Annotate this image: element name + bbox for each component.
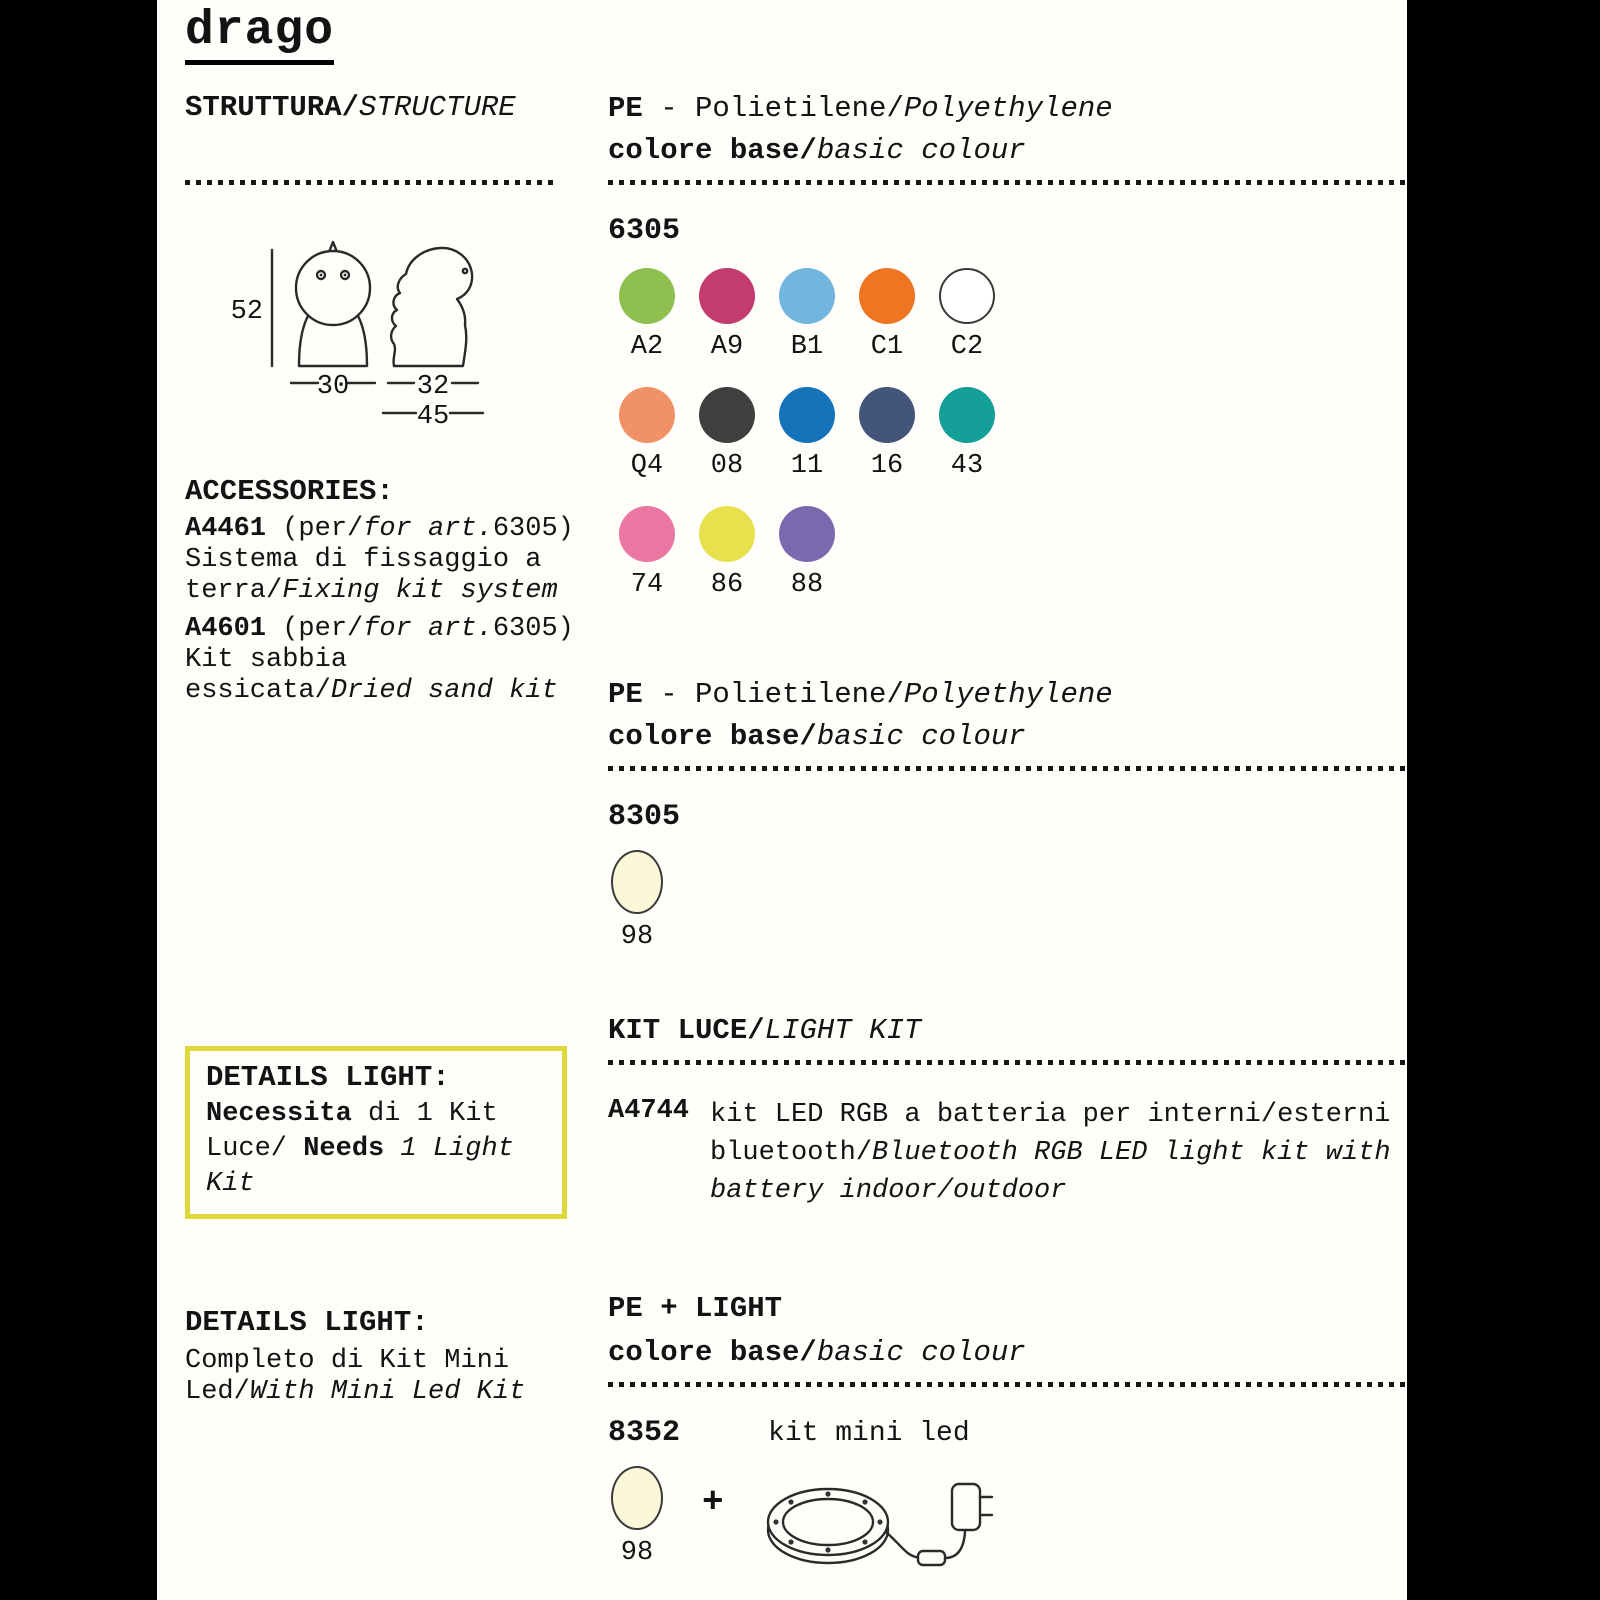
article-code-6305: 6305	[608, 214, 681, 248]
material-name-it: - Polietilene/	[642, 92, 904, 125]
colour-label-en: basic colour	[816, 720, 1026, 753]
swatch-label-11: 11	[790, 451, 824, 481]
colour-label-it: colore base/	[608, 134, 817, 167]
accessory-for-art: for art.	[363, 614, 493, 644]
accessory-art: 6305)	[492, 514, 574, 544]
accessory-desc-en: Dried sand kit	[330, 676, 558, 706]
color-swatch-08	[687, 387, 767, 481]
article-row-8352	[608, 1416, 970, 1450]
details-light-mini-heading: DETAILS LIGHT:	[185, 1306, 429, 1339]
details-needs-en-italic: 1 Light Kit	[206, 1134, 514, 1199]
details-light-box-text	[206, 1097, 546, 1202]
color-swatch-a2	[607, 268, 687, 362]
led-inline-switch	[918, 1551, 945, 1565]
details-light-box-heading: DETAILS LIGHT:	[206, 1061, 450, 1094]
details-light-mini-text	[185, 1346, 555, 1408]
right-black-bar	[1407, 0, 1600, 1600]
accessory-item-a4601	[185, 614, 585, 707]
dim-label-depth: 45	[416, 402, 450, 430]
swatch-label-c1: C1	[870, 332, 904, 362]
swatch-circle-a9	[699, 268, 755, 324]
structure-heading	[185, 93, 516, 123]
accessory-code: A4461	[185, 514, 267, 544]
swatch-circle-a2	[619, 268, 675, 324]
material-code: PE	[608, 678, 643, 711]
separator-dotted-8305	[608, 766, 1407, 771]
led-cable-2	[945, 1532, 965, 1558]
color-swatch-86	[687, 506, 767, 600]
structure-heading-it: STRUTTURA/	[185, 91, 360, 124]
kit-luce-heading-en: LIGHT KIT	[764, 1014, 922, 1047]
material-name-it: - Polietilene/	[642, 678, 904, 711]
swatch-row-2	[607, 387, 1007, 481]
swatch-row-3	[607, 506, 847, 600]
swatch-label-74: 74	[630, 570, 664, 600]
details-mini-desc-en: With Mini Led Kit	[249, 1377, 526, 1407]
accessory-for-art: for art.	[363, 514, 493, 544]
color-swatch-74	[607, 506, 687, 600]
swatch-circle-b1	[779, 268, 835, 324]
swatch-circle-c2	[939, 268, 995, 324]
light-kit-description	[710, 1096, 1407, 1210]
material-name-en: Polyethylene	[903, 92, 1113, 125]
swatch-circle-11	[779, 387, 835, 443]
details-mini-desc-it: Completo di Kit Mini Led/	[185, 1346, 510, 1407]
dim-label-front-width: 30	[316, 372, 350, 402]
plus-sign: +	[702, 1482, 724, 1523]
swatch-circle-16	[859, 387, 915, 443]
accessory-code: A4601	[185, 614, 267, 644]
led-kit-drawing	[762, 1468, 994, 1576]
swatch-circle-74	[619, 506, 675, 562]
color-swatch-c1	[847, 268, 927, 362]
dim-label-height: 52	[230, 297, 263, 327]
color-swatch-q4	[607, 387, 687, 481]
swatch-label-16: 16	[870, 451, 904, 481]
swatch-label-43: 43	[950, 451, 984, 481]
dim-label-side-width: 32	[416, 372, 450, 402]
swatch-label-08: 08	[710, 451, 744, 481]
swatch-row-1	[607, 268, 1007, 362]
details-needs-en-bold: Needs	[303, 1134, 385, 1164]
material-code: PE	[608, 92, 643, 125]
swatch-circle-98	[611, 1466, 663, 1530]
article-code-8305: 8305	[608, 800, 681, 834]
accessory-art: 6305)	[492, 614, 574, 644]
accessory-desc-it: Kit sabbia essicata/	[185, 645, 348, 706]
front-view-eye-right-pupil	[344, 274, 347, 277]
light-kit-desc-it: kit LED RGB a batteria per interni/esterni bluetooth/	[710, 1100, 1391, 1168]
pe-light-heading: PE + LIGHT	[608, 1292, 783, 1325]
swatch-label-b1: B1	[790, 332, 824, 362]
swatch-label-a2: A2	[630, 332, 664, 362]
separator-dotted-6305	[608, 180, 1407, 185]
material-name-en: Polyethylene	[903, 678, 1113, 711]
structure-heading-en: STRUCTURE	[359, 91, 516, 124]
details-needs-it-rest: di 1 Kit Luce/	[206, 1099, 498, 1164]
color-swatch-98-light	[607, 1466, 667, 1568]
colour-heading-1	[608, 136, 1026, 166]
swatch-circle-c1	[859, 268, 915, 324]
color-swatch-98	[607, 850, 667, 952]
accessories-list	[185, 514, 585, 707]
details-needs-it-bold: Necessita	[206, 1099, 352, 1129]
material-heading-2	[608, 680, 1113, 710]
light-kit-item	[608, 1096, 1407, 1210]
color-swatch-c2	[927, 268, 1007, 362]
color-swatch-88	[767, 506, 847, 600]
accessory-desc-en: Fixing kit system	[282, 576, 558, 606]
swatch-circle-08	[699, 387, 755, 443]
material-heading-1	[608, 94, 1113, 124]
details-light-box	[185, 1046, 567, 1219]
accessory-item-a4461	[185, 514, 585, 607]
separator-dotted-pe-light	[608, 1382, 1407, 1387]
light-kit-desc-en: Bluetooth RGB LED light kit with battery indoor/outdoor	[710, 1138, 1391, 1206]
color-swatch-a9	[687, 268, 767, 362]
swatch-circle-q4	[619, 387, 675, 443]
swatch-label-86: 86	[710, 570, 744, 600]
kit-luce-heading	[608, 1016, 921, 1046]
swatch-label-98: 98	[620, 1538, 654, 1568]
page-title: drago	[185, 4, 334, 65]
led-cable-1	[886, 1532, 920, 1558]
side-view-profile	[391, 248, 472, 366]
separator-dotted-structure	[185, 180, 553, 185]
article-code-8352: 8352	[608, 1416, 681, 1450]
colour-heading-2	[608, 722, 1026, 752]
swatch-circle-88	[779, 506, 835, 562]
swatch-circle-98	[611, 850, 663, 914]
accessories-heading: ACCESSORIES:	[185, 475, 394, 508]
colour-label-en: basic colour	[816, 1336, 1026, 1369]
color-swatch-16	[847, 387, 927, 481]
swatch-label-q4: Q4	[630, 451, 664, 481]
article-code-a4744: A4744	[608, 1096, 690, 1126]
color-swatch-11	[767, 387, 847, 481]
kit-mini-led-label: kit mini led	[768, 1418, 970, 1449]
kit-luce-heading-it: KIT LUCE/	[608, 1014, 765, 1047]
colour-heading-3	[608, 1338, 1026, 1368]
separator-dotted-kit-luce	[608, 1060, 1407, 1065]
swatch-label-a9: A9	[710, 332, 744, 362]
colour-label-en: basic colour	[816, 134, 1026, 167]
accessory-per: (per/	[266, 614, 364, 644]
product-dimension-drawing	[185, 230, 585, 430]
swatch-label-88: 88	[790, 570, 824, 600]
swatch-label-c2: C2	[950, 332, 984, 362]
accessory-per: (per/	[266, 514, 364, 544]
swatch-label-98: 98	[620, 922, 654, 952]
led-power-plug	[952, 1484, 980, 1530]
front-view-eye-left-pupil	[320, 274, 323, 277]
left-black-bar	[0, 0, 157, 1600]
swatch-circle-43	[939, 387, 995, 443]
accessory-desc-it: Sistema di fissaggio a terra/	[185, 545, 542, 606]
color-swatch-b1	[767, 268, 847, 362]
colour-label-it: colore base/	[608, 720, 817, 753]
swatch-circle-86	[699, 506, 755, 562]
front-view-head	[296, 251, 370, 325]
colour-label-it: colore base/	[608, 1336, 817, 1369]
color-swatch-43	[927, 387, 1007, 481]
